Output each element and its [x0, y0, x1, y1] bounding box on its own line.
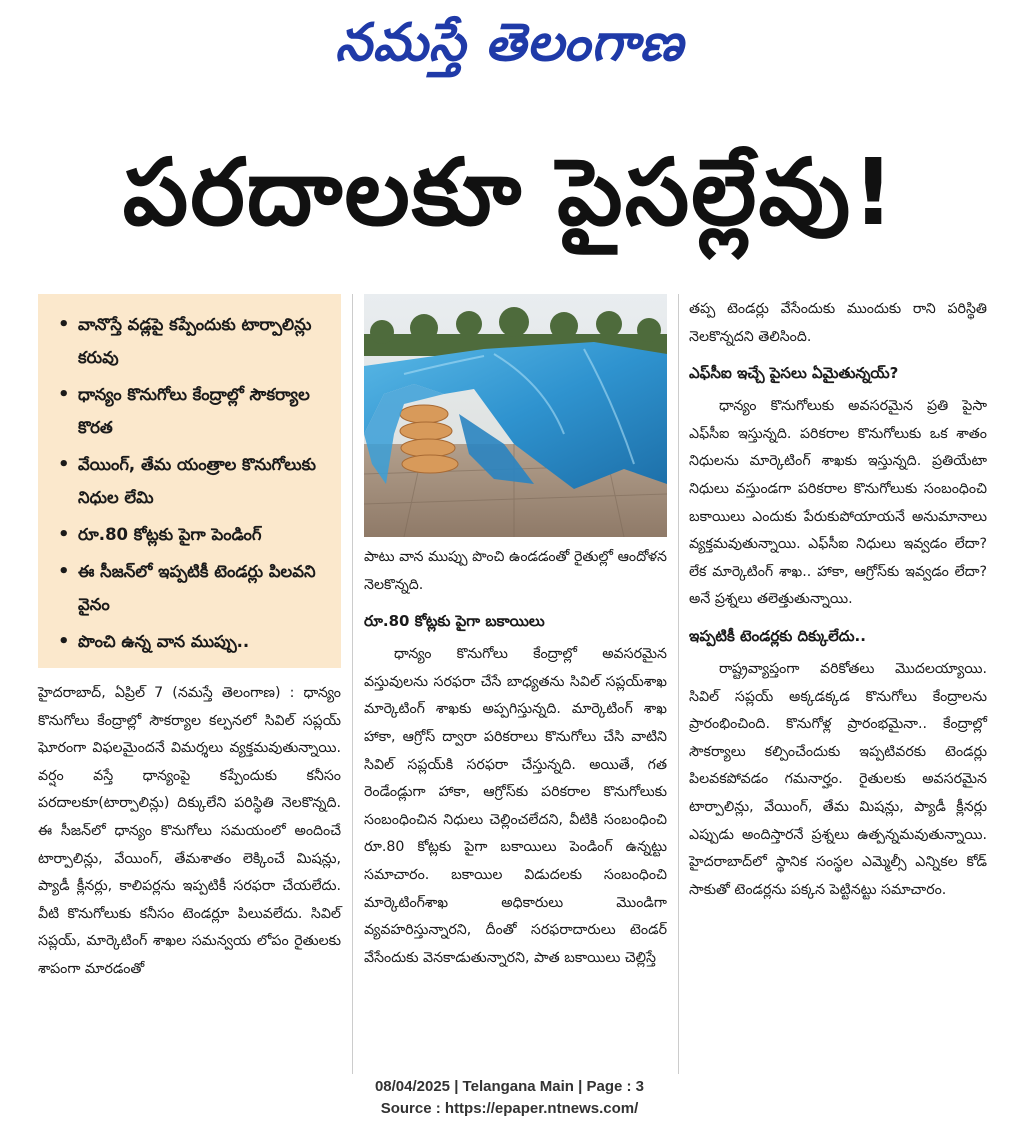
footer-source-line: Source : https://epaper.ntnews.com/ — [380, 1100, 639, 1117]
article-headline — [0, 118, 1019, 268]
article-column-3 — [689, 296, 987, 904]
highlights-box — [38, 294, 341, 668]
subheading: ఎఫ్‌సీఐ ఇచ్చే పైసలు ఏమైతున్నయ్? — [689, 364, 899, 383]
bullet-icon: • — [58, 524, 70, 545]
column-divider — [678, 294, 679, 1074]
subheading: ఇప్పటికీ టెండర్లకు దిక్కులేదు.. — [689, 626, 866, 645]
subheading: రూ.80 కోట్లకు పైగా బకాయిలు — [364, 612, 545, 631]
highlights-list — [58, 308, 331, 658]
tarpaulin-covered-grain-photo — [364, 294, 667, 537]
masthead-title: నమస్తే తెలంగాణ — [335, 13, 684, 73]
highlight-item: • రూ.80 కోట్లకు పైగా పెండింగ్ — [58, 518, 331, 551]
newspaper-masthead — [0, 8, 1019, 78]
article-paragraph: తప్ప టెండర్లు వేసేందుకు ముందుకు రాని పరిస్థితి నెలకొన్నదని తెలిసింది. — [689, 301, 987, 345]
bullet-icon: • — [58, 454, 70, 475]
column-divider — [352, 294, 353, 1074]
headline-text: పరదాలకూ పైసల్లేవు! — [122, 139, 897, 246]
article-paragraph: హైదరాబాద్, ఏప్రిల్ 7 (నమస్తే తెలంగాణ) : ధాన్యం కొనుగోలు కేంద్రాల్లో సౌకర్యాల కల్పనలో సివిల్ సప్లయ్ ఘోరంగా విఫలమైందనే విమర్శలు వ్యక్తమవుతున్నాయి. వర్షం వస్తే ధాన్యంపై కప్పేందుకు కనీసం పరదాలకూ(టార్పాలిన్లు) దిక్కులేని పరిస్థితి నెలకొన్నది. ఈ సీజన్‌లో ధాన్యం కొనుగోలు సమయంలో అందించే టార్పాలిన్లు, వేయింగ్, తేమశాతం లెక్కించే మిషన్లు, ప్యాడీ క్లీనర్లు, కాలిపర్లను ఇప్పటికీ సరఫరా చేయలేదు. వీటి కొనుగోలుకు కనీసం టెండర్లూ పిలువలేదు. సివిల్ సప్లయ్, మార్కెటింగ్ శాఖల సమన్వయ లోపం రైతులకు శాపంగా మారడంతో — [38, 685, 341, 977]
article-paragraph: పాటు వాన ముప్పు పొంచి ఉండడంతో రైతుల్లో ఆందోళన నెలకొన్నది. — [364, 549, 667, 593]
article-paragraph: రాష్ట్రవ్యాప్తంగా వరికోతలు మొదలయ్యాయి. సివిల్ సప్లయ్ అక్కడక్కడ కొనుగోలు కేంద్రాలను ప్రారంభించింది. కొనుగోళ్ల ప్రారంభమైనా.. కేంద్రాల్లో సౌకర్యాలు కల్పించేందుకు ఇప్పటివరకు టెండర్లు పిలవకపోవడం గమనార్హం. రైతులకు అవసరమైన టార్పాలిన్లు, వేయింగ్, తేమ మిషన్లు, ప్యాడీ క్లీనర్లు ఎప్పుడు అందిస్తారనే ప్రశ్నలు ఉత్పన్నమవుతున్నాయి. హైదరాబాద్‌లో స్థానిక సంస్థల ఎమ్మెల్సీ ఎన్నికల కోడ్ సాకుతో టెండర్లను పక్కన పెట్టినట్టు సమాచారం. — [689, 660, 987, 898]
footer-date-line: 08/04/2025 | Telangana Main | Page : 3 — [374, 1078, 645, 1095]
article-column-2 — [364, 544, 667, 972]
highlight-item: • వానొస్తే వడ్లపై కప్పేందుకు టార్పాలిన్లు కరువు — [58, 308, 331, 374]
highlight-item: • ఈ సీజన్‌లో ఇప్పటికీ టెండర్లు పిలవని వైనం — [58, 555, 331, 621]
highlight-item: • వేయింగ్, తేమ యంత్రాల కొనుగోలుకు నిధుల లేమి — [58, 448, 331, 514]
bullet-icon: • — [58, 314, 70, 335]
highlight-item: • ధాన్యం కొనుగోలు కేంద్రాల్లో సౌకర్యాల కొరత — [58, 378, 331, 444]
article-paragraph: ధాన్యం కొనుగోలుకు అవసరమైన ప్రతి పైసా ఎఫ్‌సీఐ ఇస్తున్నది. పరికరాల కొనుగోలుకు ఒక శాతం నిధులను మార్కెటింగ్ శాఖకు ఇస్తున్నది. ప్రతియేటా నిధులు వస్తుండగా పరికరాల కొనుగోలుకు సంబంధించి బకాయిలు ఎందుకు పేరుకుపోయాయనే అనుమానాలు వ్యక్తమవుతున్నాయి. ఎఫ్‌సీఐ నిధులు ఇవ్వడం లేదా? లేక మార్కెటింగ్ శాఖ.. హాకా, ఆగ్రోస్‌కు ఇవ్వడం లేదా? అనే ప్రశ్నలు తలెత్తుతున్నాయి. — [689, 398, 987, 608]
bullet-icon: • — [58, 631, 70, 652]
photo-illustration — [364, 294, 667, 537]
highlight-item: • పొంచి ఉన్న వాన ముప్పు.. — [58, 625, 331, 658]
article-paragraph: ధాన్యం కొనుగోలు కేంద్రాల్లో అవసరమైన వస్తువులను సరఫరా చేసే బాధ్యతను సివిల్ సప్లయ్‌శాఖ మార్కెటింగ్ శాఖకు అప్పగిస్తున్నది. మార్కెటింగ్ శాఖ హాకా, ఆగ్రోస్ ద్వారా పరికరాలు కొనుగోలు చేసి వాటిని సివిల్ సప్లయ్‌కి సరఫరా చేస్తున్నది. అయితే, గత రెండేండ్లుగా హాకా, ఆగ్రోస్‌కు పరికరాల కొనుగోలుకు సంబంధించిన నిధులు చెల్లించలేదని, వీటికి సంబంధించి రూ.80 కోట్లకు పైగా బకాయిలు పెండింగ్ ఉన్నట్టు సమాచారం. బకాయిల విడుదలకు సంబంధించి మార్కెటింగ్‌శాఖ అధికారులు మొండిగా వ్యవహరిస్తున్నారని, దీంతో సరఫరాదారులు టెండర్ వేసేందుకు వెనకాడుతున్నారని, పాత బకాయిలు చెల్లిస్తే — [364, 646, 667, 966]
article-column-1 — [38, 680, 341, 984]
bullet-icon: • — [58, 384, 70, 405]
bullet-icon: • — [58, 561, 70, 582]
